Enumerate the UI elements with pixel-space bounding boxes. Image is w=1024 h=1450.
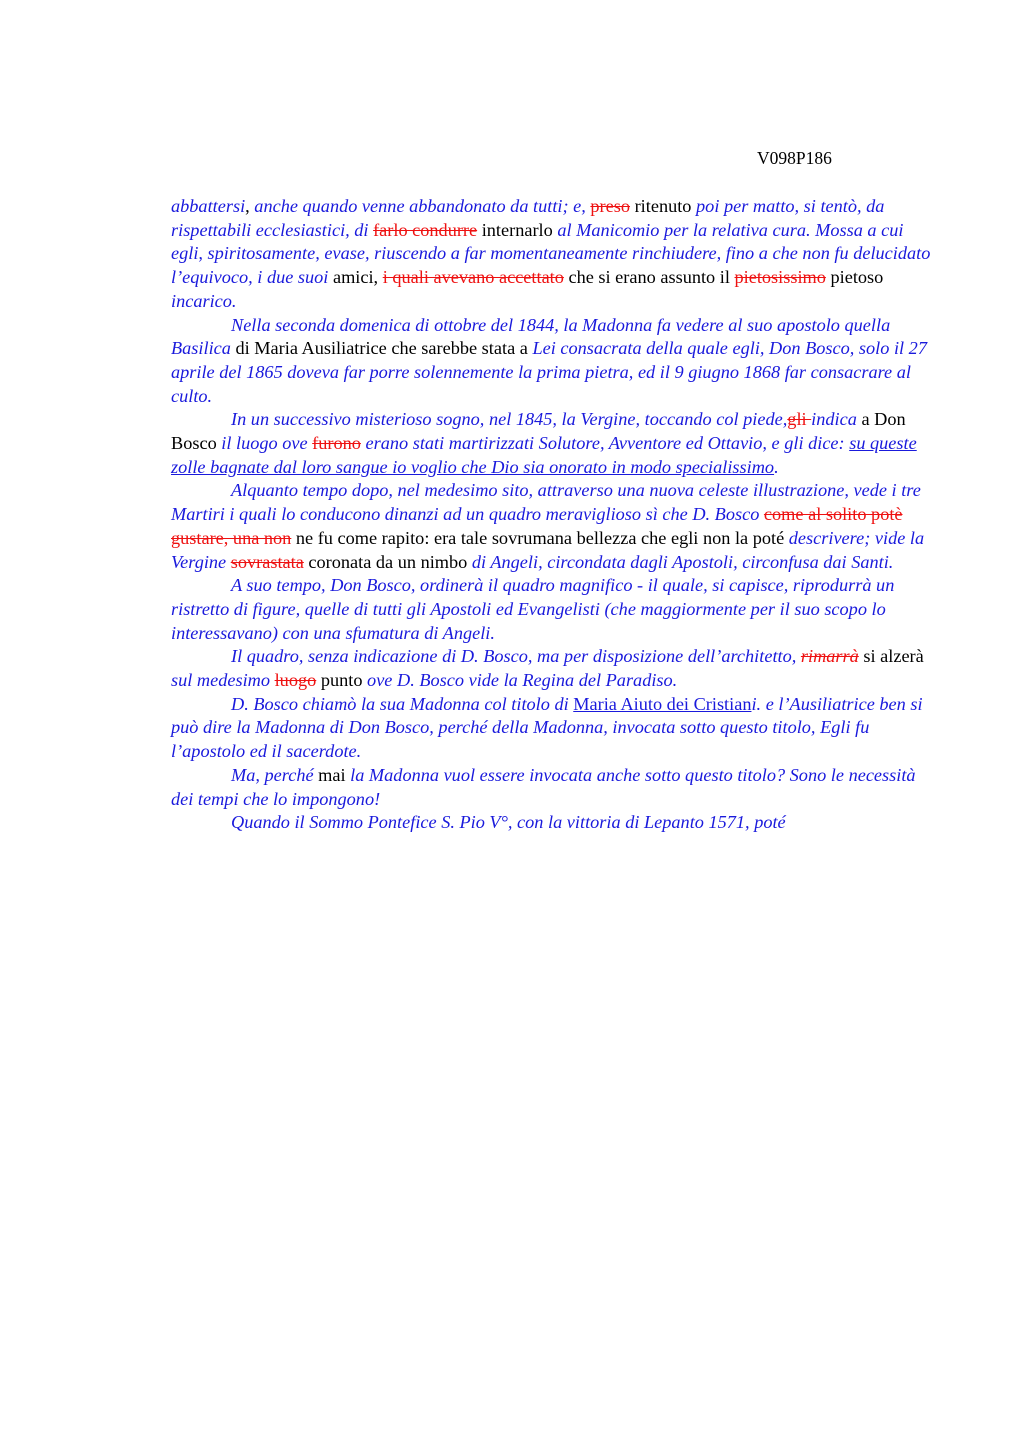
plain-text: si alzerà <box>858 646 924 667</box>
paragraph <box>171 408 931 479</box>
paragraph <box>171 195 931 314</box>
added-text: Ma, perché <box>231 764 314 785</box>
plain-text: coronata da un nimbo <box>303 551 472 572</box>
added-text: erano stati martirizzati Solutore, Avventore ed Ottavio, e gli dice: <box>360 433 850 454</box>
plain-text: di Maria Ausiliatrice che sarebbe stata a <box>230 338 533 359</box>
plain-text: internarlo <box>477 219 558 240</box>
added-text: abbattersi <box>171 196 246 216</box>
page-identifier: V098P186 <box>757 148 832 168</box>
plain-text: mai <box>313 764 351 785</box>
paragraph <box>171 693 931 764</box>
added-text: la Madonna vuol essere invocata anche sotto questo titolo? Sono le necessità dei tempi che lo impongono! <box>171 764 916 809</box>
plain-text: a Don Bosco <box>171 409 906 454</box>
added-text: Quando il Sommo Pontefice S. Pio V°, con la vittoria di Lepanto 1571, poté <box>231 812 786 833</box>
deleted-text: rimarrà <box>800 646 859 667</box>
added-text: Alquanto tempo dopo, nel medesimo sito, attraverso una nuova celeste illustrazione, vede i tre Martiri i quali lo conducono dinanzi ad un quadro meraviglioso sì che D. Bosco <box>171 480 921 525</box>
deleted-text: furono <box>312 433 361 454</box>
paragraph <box>171 764 931 811</box>
added-text: di Angeli, circondata dagli Apostoli, circonfusa dai Santi. <box>471 551 894 572</box>
deleted-text: preso <box>590 196 631 216</box>
deleted-text: luogo <box>274 670 317 691</box>
added-text: il luogo ove <box>221 433 313 454</box>
paragraph <box>171 314 931 409</box>
added-text: In un successivo misterioso sogno, nel 1845, la Vergine, toccando col piede, <box>231 409 788 430</box>
plain-text: che si erano assunto il <box>563 267 735 288</box>
paragraph <box>171 811 931 835</box>
deleted-text: i quali avevano accettato <box>382 267 564 288</box>
paragraph <box>171 479 931 574</box>
plain-text: , <box>245 196 255 216</box>
plain-text: punto <box>316 670 368 691</box>
added-text: descrivere; vide la Vergine <box>171 527 925 572</box>
added-text: A suo tempo, Don Bosco, ordinerà il quadro magnifico - il quale, si capisce, riprodurrà un ristretto di figure, quelle di tutti gli Apostoli ed Evangelisti (che maggiormente per il suo scopo lo interessavano) con una sfumatura di Angeli. <box>171 575 895 643</box>
added-text: D. Bosco chiamò la sua Madonna col titolo di <box>231 693 574 714</box>
added-text: poi per matto, si tentò, da rispettabili ecclesiastici, di <box>171 196 885 240</box>
deleted-text: sovrastata <box>230 551 304 572</box>
added-text: incarico. <box>171 290 237 311</box>
added-text: i. e l’Ausiliatrice ben si può dire la Madonna di Don Bosco, perché della Madonna, invocata sotto questo titolo, Egli fu l’apostolo ed il sacerdote. <box>171 693 923 762</box>
added-text: ove D. Bosco vide la Regina del Paradiso. <box>367 670 678 691</box>
added-text: Il quadro, senza indicazione di D. Bosco, ma per disposizione dell’architetto, <box>231 646 801 667</box>
plain-text: ne fu come rapito: era tale sovrumana bellezza che egli non la poté <box>291 527 789 548</box>
underlined-title: Maria Aiuto dei Cristian <box>573 693 752 714</box>
plain-text: ritenuto <box>630 196 697 216</box>
deleted-text: come al solito potè gustare, una non <box>171 504 903 548</box>
document-body <box>171 195 931 835</box>
underlined-quote: su queste zolle bagnate dal loro sangue io voglio che Dio sia onorato in modo specialissimo <box>171 433 917 477</box>
plain-text: amici, <box>332 267 383 288</box>
paragraph <box>171 574 931 645</box>
paragraph <box>171 645 931 692</box>
added-text: . <box>774 456 779 477</box>
added-text: indica <box>811 409 857 430</box>
deleted-text: farlo condurre <box>373 219 478 240</box>
added-text: sul medesimo <box>171 670 275 691</box>
plain-text: pietoso <box>825 267 884 288</box>
deleted-text: gli <box>787 409 812 430</box>
added-text: Lei consacrata della quale egli, Don Bosco, solo il 27 aprile del 1865 doveva far porre solennemente la prima pietra, ed il 9 giugno 1868 far consacrare al culto. <box>171 338 927 406</box>
added-text: al Manicomio per la relativa cura. Mossa a cui egli, spiritosamente, evase, riuscendo a far momentaneamente rinchiudere, fino a che non fu delucidato l’equivoco, i due suoi <box>171 219 931 288</box>
added-text: anche quando venne abbandonato da tutti; e, <box>254 196 591 216</box>
deleted-text: pietosissimo <box>734 267 826 288</box>
added-text: Nella seconda domenica di ottobre del 1844, la Madonna fa vedere al suo apostolo quella Basilica <box>171 314 891 359</box>
